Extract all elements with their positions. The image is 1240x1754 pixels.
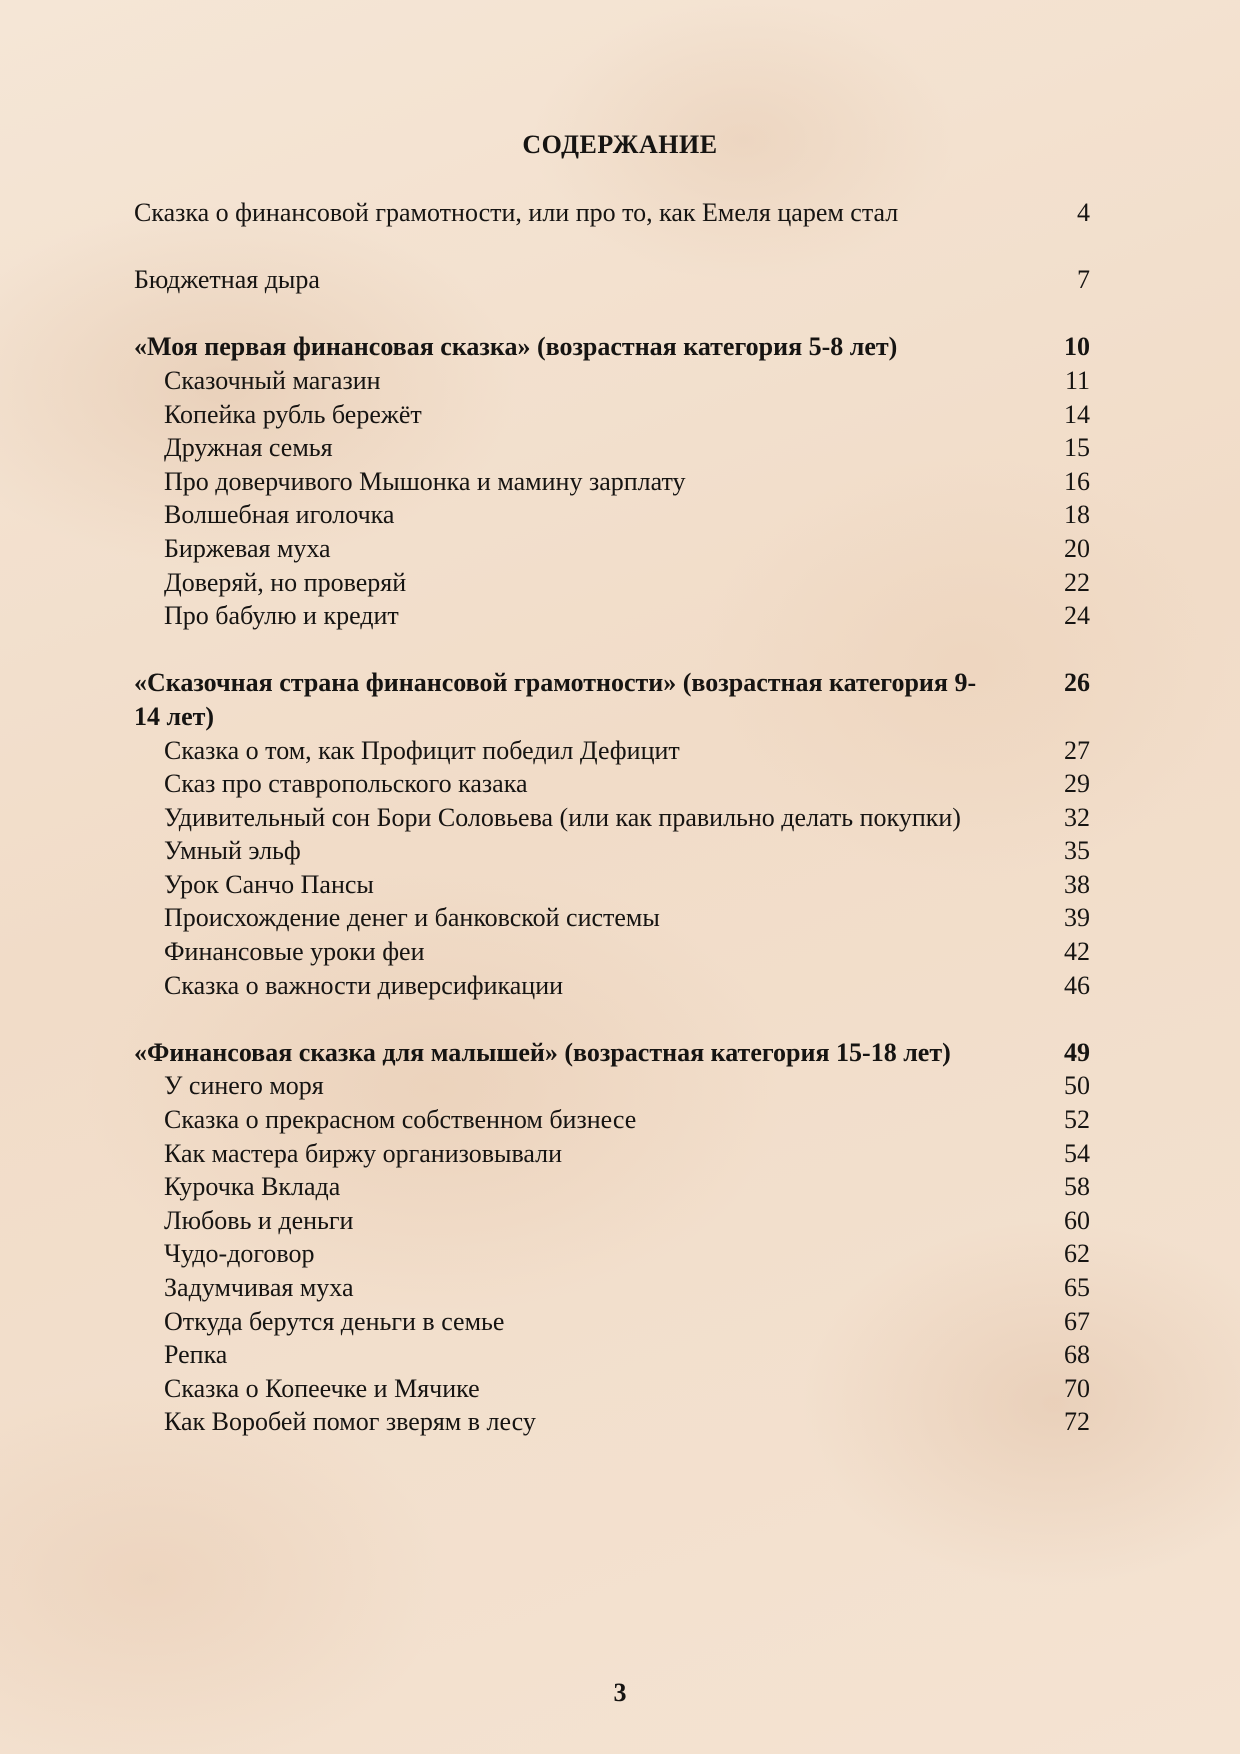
- toc-entry-page: 62: [1064, 1239, 1090, 1269]
- toc-entry-page: 14: [1064, 399, 1090, 429]
- toc-entry-title: Откуда берутся деньги в семье: [164, 1306, 505, 1336]
- toc-entry-page: 18: [1064, 500, 1090, 530]
- toc-section-title: «Моя первая финансовая сказка» (возрастная категория 5-8 лет): [134, 332, 898, 362]
- toc-entry: [134, 1372, 1090, 1406]
- toc-entry-title: Как мастера биржу организовывали: [164, 1138, 563, 1168]
- toc-entry-title: Любовь и деньги: [164, 1205, 354, 1235]
- toc-entry-title: Чудо-договор: [164, 1239, 315, 1269]
- toc-entry-page: 54: [1064, 1138, 1090, 1168]
- toc-entry-title: Задумчивая муха: [164, 1273, 354, 1302]
- toc-entry-page: 60: [1064, 1205, 1090, 1235]
- toc-entry-title: Сказка о том, как Профицит победил Дефицит: [164, 735, 680, 765]
- toc-entry-title: Дружная семья: [164, 433, 333, 463]
- toc-entry-page: 39: [1064, 903, 1090, 933]
- toc-entry: [134, 1204, 1090, 1238]
- toc-entry-title: Про бабулю и кредит: [164, 601, 399, 631]
- toc-entry-title: Происхождение денег и банковской системы: [164, 903, 660, 933]
- toc-entry-title: Сказка о важности диверсификации: [164, 970, 564, 1000]
- toc-entry-page: 27: [1064, 735, 1090, 765]
- toc-entry-page: 16: [1064, 466, 1090, 496]
- toc-entry-page: 58: [1064, 1172, 1090, 1202]
- toc-entry-title: Сказочный магазин: [164, 365, 381, 395]
- toc-entry-title: Биржевая муха: [164, 533, 331, 563]
- toc-section: [134, 1036, 1090, 1070]
- toc-entry-title: Доверяй, но проверяй: [164, 567, 407, 597]
- toc-entry-title: Про доверчивого Мышонка и мамину зарплату: [164, 466, 686, 496]
- toc-entry: [134, 767, 1090, 801]
- toc-entry: [134, 901, 1090, 935]
- toc-entry-title: Как Воробей помог зверям в лесу: [164, 1407, 536, 1437]
- toc-entry-page: 15: [1064, 433, 1090, 463]
- toc-section: [134, 666, 1090, 733]
- toc-entry: [134, 969, 1090, 1003]
- toc-entry: [134, 1305, 1090, 1339]
- toc-entry-page: 24: [1064, 601, 1090, 631]
- toc-entry: [134, 465, 1090, 499]
- toc-entry-page: 20: [1064, 533, 1090, 563]
- toc-entry: [134, 398, 1090, 432]
- toc-entry-page: 67: [1064, 1306, 1090, 1336]
- toc-entry-title: Сказка о прекрасном собственном бизнесе: [164, 1105, 637, 1135]
- page-number: 3: [613, 1678, 627, 1707]
- toc-entry: [134, 498, 1090, 532]
- toc-entry: [134, 1237, 1090, 1271]
- toc-entry-title: Сказка о финансовой грамотности, или про то, как Емеля царем стал: [134, 198, 899, 227]
- toc-entry-page: 7: [1077, 265, 1090, 295]
- toc-section: [134, 330, 1090, 364]
- toc-entry: [134, 834, 1090, 868]
- table-of-contents: [134, 196, 1090, 1439]
- toc-entry-page: 68: [1064, 1340, 1090, 1370]
- toc-section-title: «Финансовая сказка для малышей» (возрастная категория 15-18 лет): [134, 1037, 951, 1067]
- toc-entry-page: 50: [1064, 1071, 1090, 1101]
- toc-entry-title: Копейка рубль бережёт: [164, 399, 422, 429]
- toc-entry-title: Репка: [164, 1340, 228, 1370]
- toc-entry: [134, 1271, 1090, 1305]
- toc-entry: [134, 801, 1090, 835]
- toc-entry-page: 35: [1064, 836, 1090, 866]
- toc-section-title: «Сказочная страна финансовой грамотности» (возрастная категория 9-14 лет): [134, 668, 977, 731]
- toc-entry-title: Бюджетная дыра: [134, 265, 320, 295]
- toc-entry-title: Сказка о Копеечке и Мячике: [164, 1373, 480, 1403]
- toc-entry-page: 32: [1064, 802, 1090, 832]
- toc-entry: [134, 364, 1090, 398]
- toc-entry-page: 72: [1064, 1407, 1090, 1437]
- toc-entry: [134, 868, 1090, 902]
- toc-entry-page: 4: [1077, 198, 1090, 227]
- toc-entry-title: Умный эльф: [164, 836, 301, 866]
- toc-entry: [134, 734, 1090, 768]
- toc-entry-page: 29: [1064, 769, 1090, 799]
- toc-entry: [134, 1338, 1090, 1372]
- toc-entry-page: 22: [1064, 567, 1090, 597]
- toc-entry-title: Урок Санчо Пансы: [164, 869, 374, 899]
- toc-entry: [134, 1069, 1090, 1103]
- toc-entry-page: 42: [1064, 937, 1090, 967]
- toc-entry: [134, 566, 1090, 600]
- toc-section-page: 10: [1064, 332, 1090, 362]
- toc-entry: [134, 532, 1090, 566]
- toc-entry: [134, 1137, 1090, 1171]
- toc-entry-page: 65: [1064, 1273, 1090, 1302]
- toc-entry: [134, 263, 1090, 297]
- toc-entry-page: 52: [1064, 1105, 1090, 1135]
- toc-entry: [134, 935, 1090, 969]
- toc-entry-page: 46: [1064, 970, 1090, 1000]
- toc-entry-title: Сказ про ставропольского казака: [164, 769, 528, 799]
- toc-entry-title: Финансовые уроки феи: [164, 937, 425, 967]
- toc-entry: [134, 599, 1090, 633]
- toc-entry: [134, 196, 1090, 230]
- toc-entry-title: Курочка Вклада: [164, 1172, 341, 1202]
- toc-heading: СОДЕРЖАНИЕ: [522, 130, 718, 159]
- toc-entry-page: 11: [1064, 365, 1090, 395]
- toc-entry-title: Удивительный сон Бори Соловьева (или как правильно делать покупки): [164, 802, 961, 832]
- toc-entry: [134, 431, 1090, 465]
- toc-entry-title: У синего моря: [164, 1071, 324, 1101]
- toc-entry-page: 38: [1064, 869, 1090, 899]
- toc-section-page: 26: [1064, 668, 1090, 698]
- toc-entry: [134, 1170, 1090, 1204]
- toc-entry: [134, 1405, 1090, 1439]
- toc-entry-page: 70: [1064, 1373, 1090, 1403]
- toc-entry-title: Волшебная иголочка: [164, 500, 395, 530]
- toc-section-page: 49: [1064, 1037, 1090, 1067]
- toc-entry: [134, 1103, 1090, 1137]
